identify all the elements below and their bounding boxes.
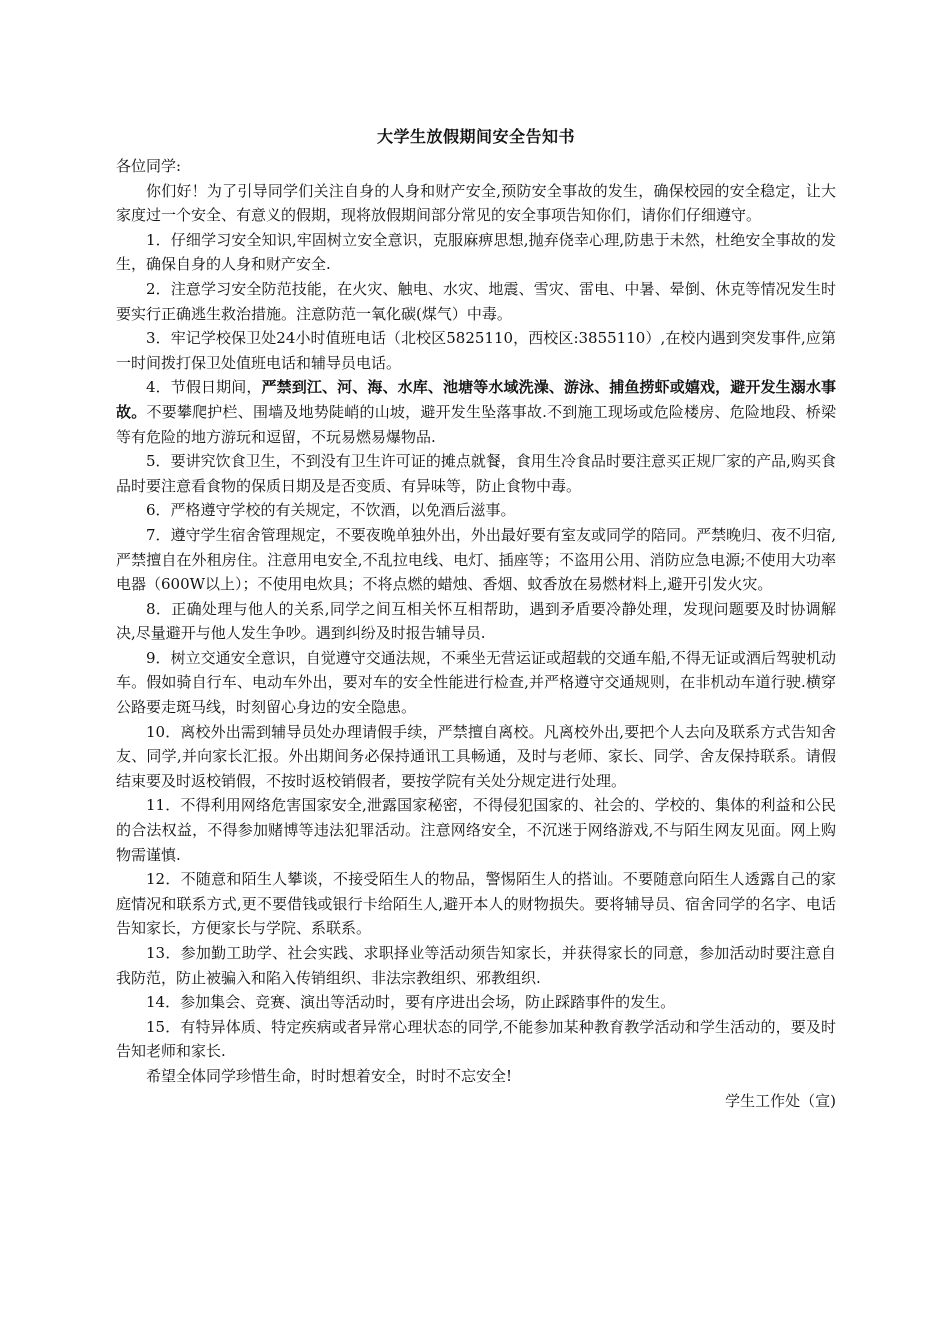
item-5: 5．要讲究饮食卫生，不到没有卫生许可证的摊点就餐，食用生冷食品时要注意买正规厂家的产品,购买食品时要注意看食物的保质日期及是否变质、有异味等，防止食物中毒。 [116, 452, 836, 495]
item-10: 10．离校外出需到辅导员处办理请假手续，严禁擅自离校。凡离校外出,要把个人去向及联系方式告知舍友、同学,并向家长汇报。外出期间务必保持通讯工具畅通，及时与老师、家长、同学、舍友保持联系。请假结束要及时返校销假，不按时返校销假者，要按学院有关处分规定进行处理。 [116, 722, 836, 790]
item-12: 12．不随意和陌生人攀谈，不接受陌生人的物品，警惕陌生人的搭讪。不要随意向陌生人透露自己的家庭情况和联系方式,更不要借钱或银行卡给陌生人,避开本人的财物损失。要将辅导员、宿舍同学的名字、电话告知家长，方便家长与学院、系联系。 [116, 870, 836, 938]
intro-paragraph: 你们好！为了引导同学们关注自身的人身和财产安全,预防安全事故的发生，确保校园的安全稳定，让大家度过一个安全、有意义的假期，现将放假期间部分常见的安全事项告知你们，请你们仔细遵守。 [116, 181, 836, 225]
item-1: 1．仔细学习安全知识,牢固树立安全意识，克服麻痹思想,抛弃侥幸心理,防患于未然，杜绝安全事故的发生，确保自身的人身和财产安全. [116, 230, 836, 274]
item-15: 15．有特异体质、特定疾病或者异常心理状态的同学,不能参加某种教育教学活动和学生活动的，要及时告知老师和家长. [116, 1017, 836, 1061]
item-4-prefix: 4．节假日期间， [146, 378, 262, 397]
item-4-suffix: 不要攀爬护栏、围墙及地势陡峭的山坡，避开发生坠落事故.不到施工现场或危险楼房、危险地段、桥梁等有危险的地方游玩和逗留，不玩易燃易爆物品. [116, 402, 836, 446]
item-11: 11．不得利用网络危害国家安全,泄露国家秘密，不得侵犯国家的、社会的、学校的、集体的利益和公民的合法权益，不得参加赌博等违法犯罪活动。注意网络安全，不沉迷于网络游戏,不与陌生网友见面。网上购物需谨慎. [116, 796, 836, 864]
item-8: 8．正确处理与他人的关系,同学之间互相关怀互相帮助，遇到矛盾要冷静处理，发现问题要及时协调解决,尽量避开与他人发生争吵。遇到纠纷及时报告辅导员. [116, 599, 836, 643]
item-4-bold-warning: 严禁到江、河、海、水库、池塘等水域洗澡、游泳、捕鱼捞虾或嬉戏，避开发生溺水事故。 [116, 378, 836, 421]
salutation: 各位同学: [116, 157, 182, 175]
item-7: 7．遵守学生宿舍管理规定，不要夜晚单独外出，外出最好要有室友或同学的陪同。严禁晚归、夜不归宿,严禁擅自在外租房住。注意用电安全,不乱拉电线、电灯、插座等；不盗用公用、消防应急电源;不使用大功率电器（600W以上）；不使用电炊具；不将点燃的蜡烛、香烟、蚊香放在易燃材料上,避开引发火灾。 [116, 525, 836, 594]
item-4 [116, 375, 836, 449]
item-13: 13．参加勤工助学、社会实践、求职择业等活动须告知家长，并获得家长的同意，参加活动时要注意自我防范，防止被骗入和陷入传销组织、非法宗教组织、邪教组织. [116, 944, 836, 987]
item-9: 9．树立交通安全意识，自觉遵守交通法规，不乘坐无营运证或超载的交通车船,不得无证或酒后驾驶机动车。假如骑自行车、电动车外出，要对车的安全性能进行检查,并严格遵守交通规则，在非机动车道行驶.横穿公路要走斑马线，时刻留心身边的安全隐患。 [116, 648, 836, 717]
item-6: 6．严格遵守学校的有关规定，不饮酒，以免酒后滋事。 [146, 501, 516, 520]
signature: 学生工作处（宣) [725, 1091, 836, 1110]
notice-document [116, 124, 836, 1113]
closing-line: 希望全体同学珍惜生命，时时想着安全，时时不忘安全! [146, 1066, 513, 1085]
item-14: 14．参加集会、竞赛、演出等活动时，要有序进出会场，防止踩踏事件的发生。 [146, 993, 676, 1012]
document-title: 大学生放假期间安全告知书 [376, 127, 575, 146]
item-3: 3．牢记学校保卫处24小时值班电话（北校区5825110，西校区:3855110）,在校内遇到突发事件,应第一时间拨打保卫处值班电话和辅导员电话。 [116, 329, 836, 372]
item-2: 2．注意学习安全防范技能，在火灾、触电、水灾、地震、雪灾、雷电、中暑、晕倒、休克等情况发生时要实行正确逃生救治措施。注意防范一氧化碳(煤气）中毒。 [116, 279, 836, 323]
